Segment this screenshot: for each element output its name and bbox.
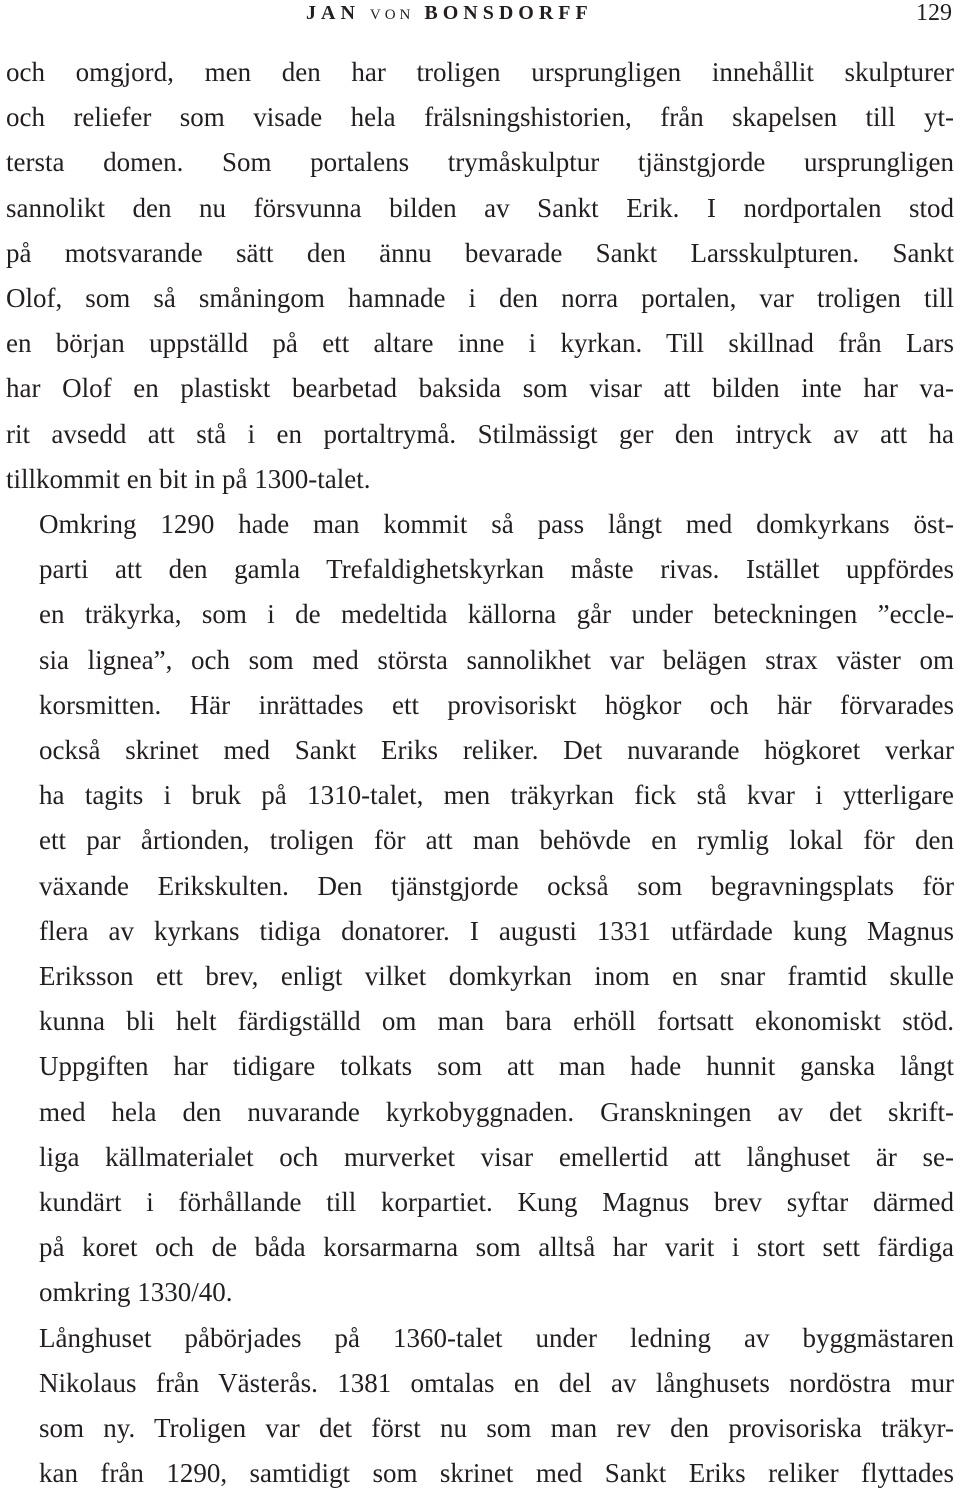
- text-line: tillkommit en bit in på 1300-talet.: [6, 463, 371, 494]
- paragraph-3: [6, 1316, 954, 1497]
- text-line: och reliefer som visade hela frälsningshistorien, från skapelsen till yt-: [6, 102, 954, 133]
- text-line: också skrinet med Sankt Eriks reliker. Det nuvarande högkoret verkar: [39, 735, 954, 766]
- paragraph-2: [6, 502, 954, 1316]
- paragraph-1: [6, 50, 954, 502]
- author-name-particle: VON: [369, 7, 415, 23]
- text-line: som ny. Troligen var det först nu som man rev den provisoriska träkyr-: [39, 1413, 954, 1444]
- text-line: ha tagits i bruk på 1310-talet, men träkyrkan fick stå kvar i ytterligare: [39, 780, 954, 811]
- text-line: Långhuset påbörjades på 1360-talet under ledning av byggmästaren: [39, 1322, 954, 1353]
- text-line: parti att den gamla Trefaldighetskyrkan måste rivas. Istället uppfördes: [39, 554, 954, 585]
- text-line: en början uppställd på ett altare inne i kyrkan. Till skillnad från Lars: [6, 328, 954, 359]
- text-line: Omkring 1290 hade man kommit så pass långt med domkyrkans öst-: [39, 509, 954, 540]
- text-line: omkring 1330/40.: [39, 1277, 233, 1308]
- author-first-name: JAN: [306, 2, 360, 24]
- text-line: Eriksson ett brev, enligt vilket domkyrkan inom en snar framtid skulle: [39, 961, 954, 992]
- running-head-author: [306, 2, 593, 26]
- text-line: Uppgiften har tidigare tolkats som att man hade hunnit ganska långt: [39, 1051, 954, 1082]
- text-line: växande Erikskulten. Den tjänstgjorde också som begravningsplats för: [39, 870, 954, 901]
- text-line: ett par årtionden, troligen för att man behövde en rymlig lokal för den: [39, 825, 954, 856]
- running-head: [0, 0, 960, 30]
- text-line: en träkyrka, som i de medeltida källorna går under beteckningen ”eccle-: [39, 599, 954, 630]
- text-line: kunna bli helt färdigställd om man bara erhöll fortsatt ekonomiskt stöd.: [39, 1006, 954, 1037]
- text-line: på koret och de båda korsarmarna som alltså har varit i stort sett färdiga: [39, 1232, 954, 1263]
- text-line: har Olof en plastiskt bearbetad baksida som visar att bilden inte har va-: [6, 373, 954, 404]
- text-line: på motsvarande sätt den ännu bevarade Sankt Larsskulpturen. Sankt: [6, 237, 954, 268]
- text-line: med hela den nuvarande kyrkobyggnaden. Granskningen av det skrift-: [39, 1096, 954, 1127]
- text-line: flera av kyrkans tidiga donatorer. I augusti 1331 utfärdade kung Magnus: [39, 915, 954, 946]
- text-line: Olof, som så småningom hamnade i den norra portalen, var troligen till: [6, 283, 954, 314]
- text-line: rit avsedd att stå i en portaltrymå. Stilmässigt ger den intryck av att ha: [6, 418, 954, 449]
- text-line: sia lignea”, och som med största sannolikhet var belägen strax väster om: [39, 644, 954, 675]
- text-line: Nikolaus från Västerås. 1381 omtalas en del av långhusets nordöstra mur: [39, 1367, 954, 1398]
- text-line: kundärt i förhållande till korpartiet. Kung Magnus brev syftar därmed: [39, 1187, 954, 1218]
- text-line: och omgjord, men den har troligen ursprungligen innehållit skulpturer: [6, 57, 954, 87]
- text-line: liga källmaterialet och murverket visar emellertid att långhuset är se-: [39, 1141, 954, 1172]
- text-line: sannolikt den nu försvunna bilden av Sankt Erik. I nordportalen stod: [6, 192, 954, 223]
- page-number: 129: [916, 0, 952, 26]
- text-line: tersta domen. Som portalens trymåskulptur tjänstgjorde ursprungligen: [6, 147, 954, 178]
- body-text: [6, 50, 954, 1497]
- author-last-name: BONSDORFF: [424, 2, 593, 24]
- text-line: kan från 1290, samtidigt som skrinet med Sankt Eriks reliker flyttades: [39, 1458, 954, 1489]
- text-line: korsmitten. Här inrättades ett provisoriskt högkor och här förvarades: [39, 689, 954, 720]
